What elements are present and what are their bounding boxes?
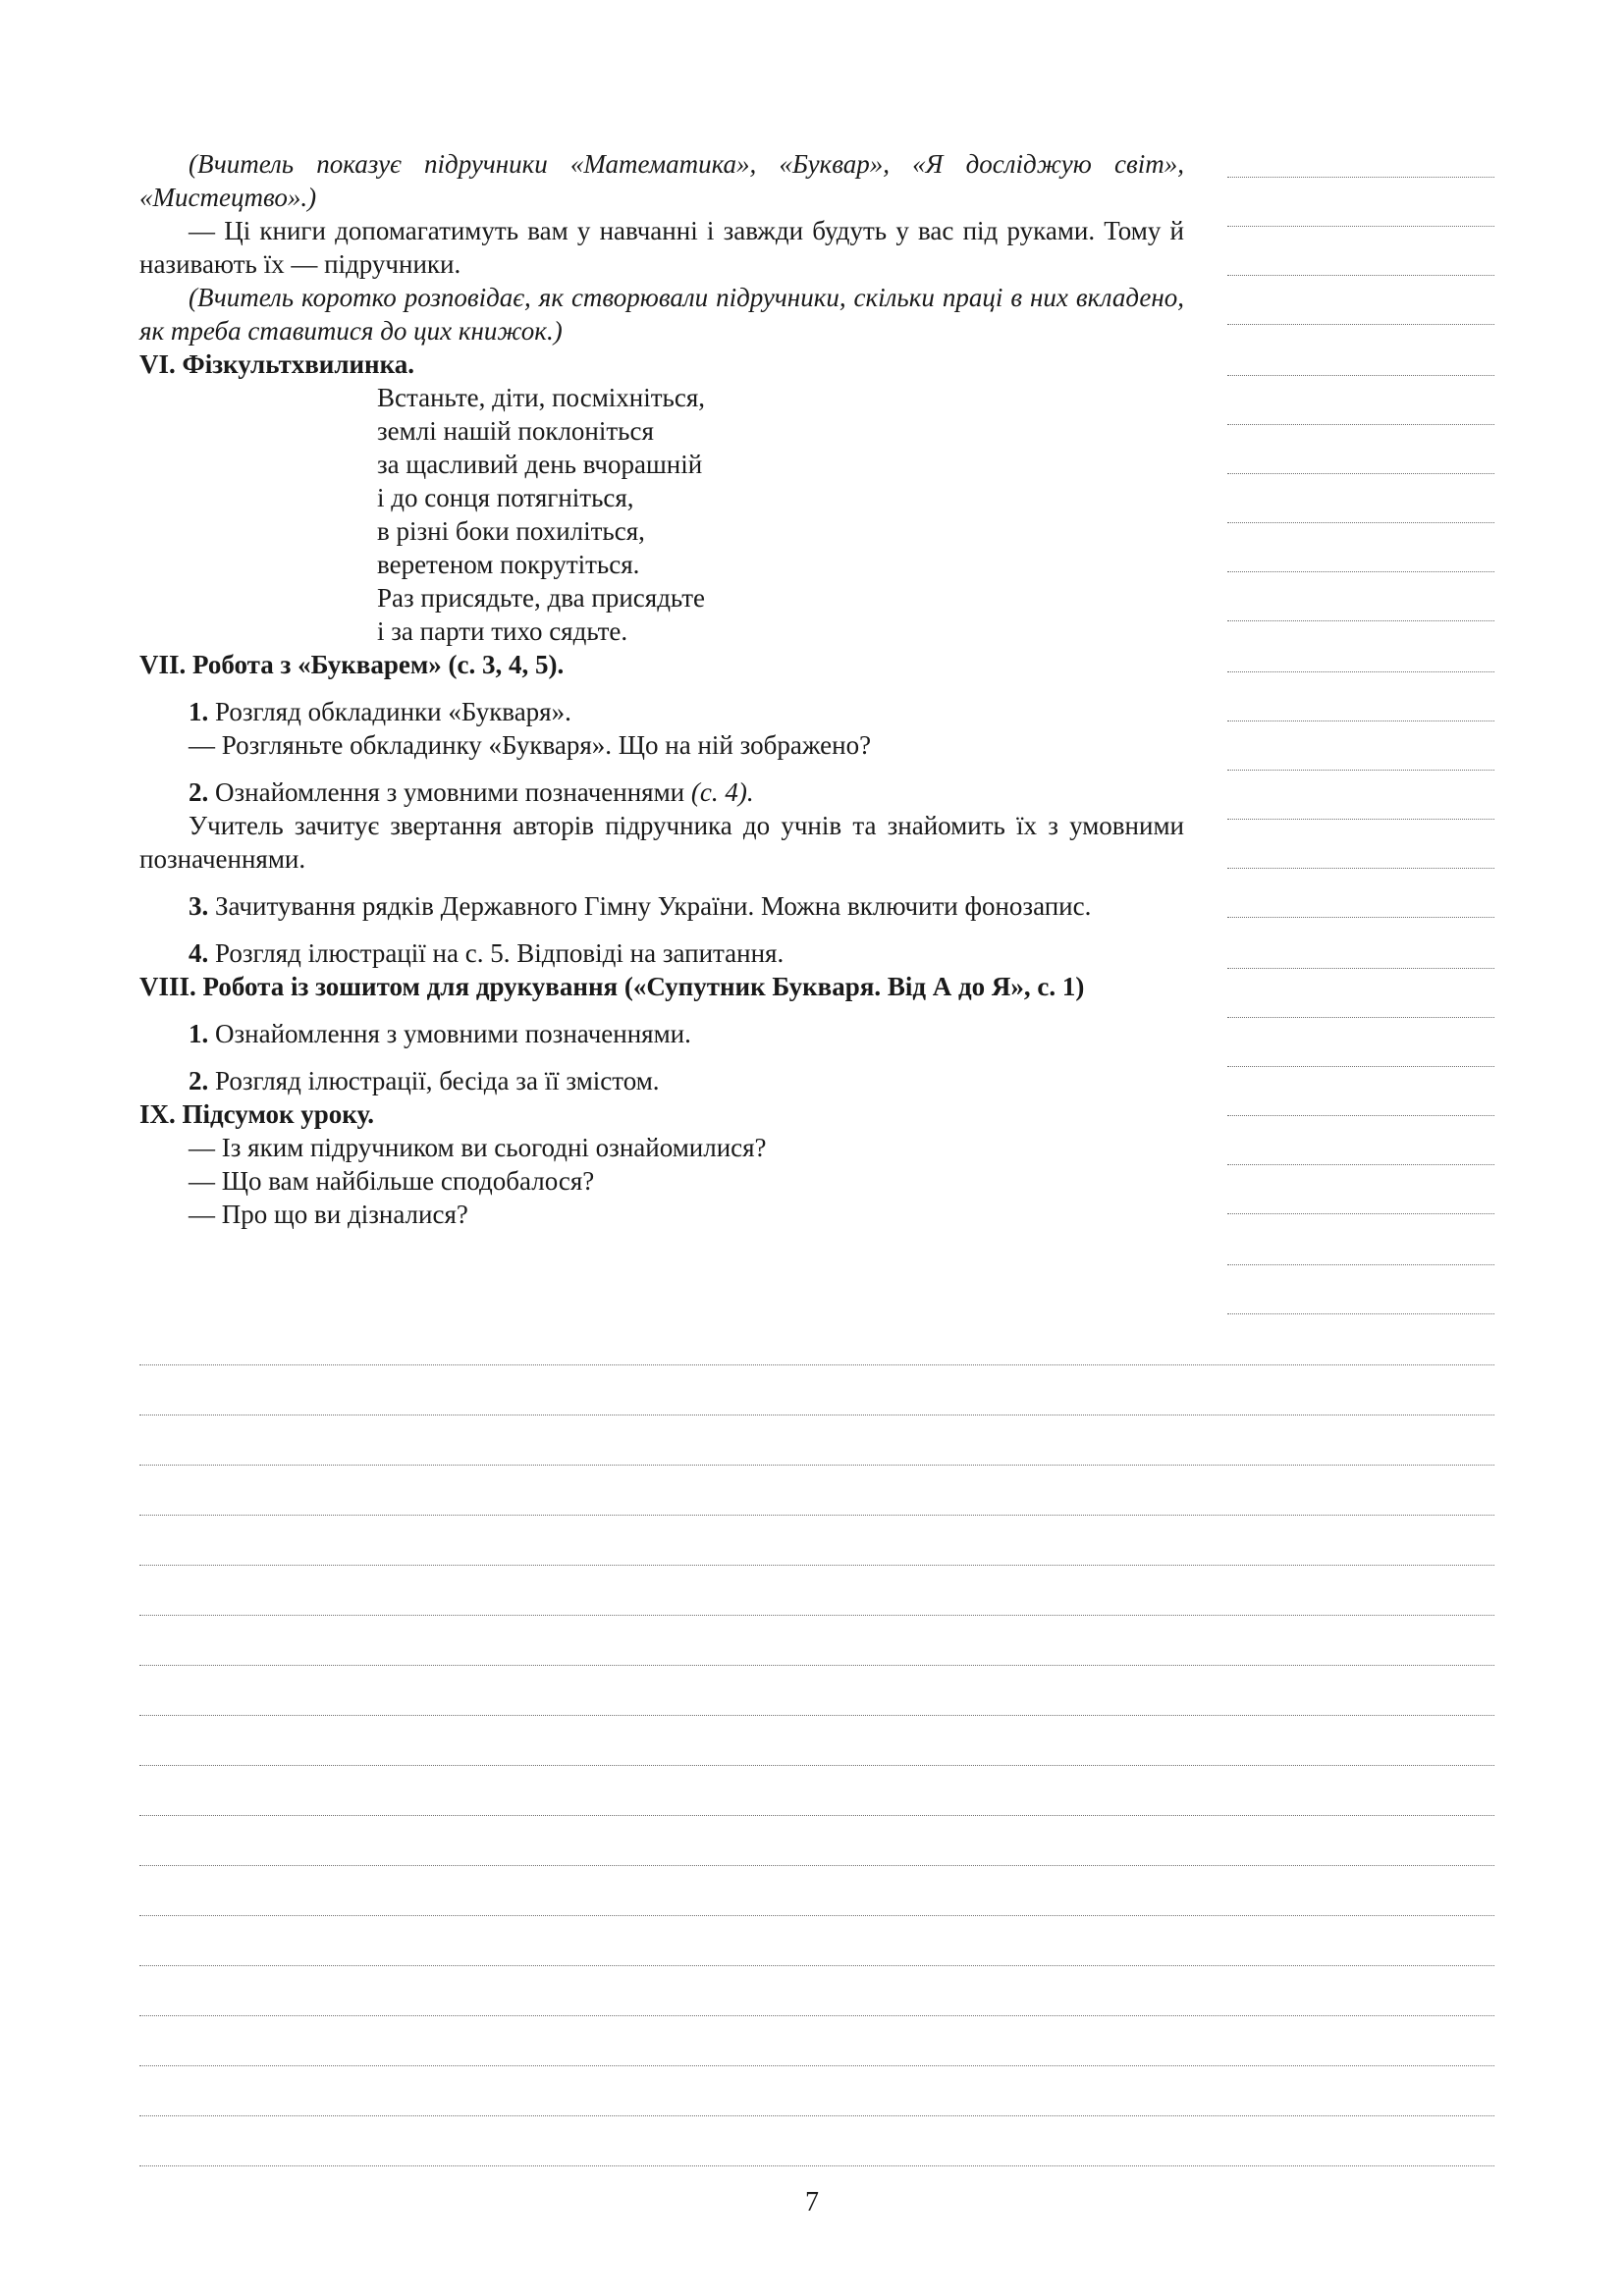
note-line	[1227, 473, 1494, 474]
section-8-heading: VIII. Робота із зошитом для друкування («Супутник Букваря. Від А до Я», с. 1)	[139, 972, 1085, 1001]
note-line	[139, 1465, 1494, 1466]
item-text: Розгляд ілюстрації, бесіда за її змістом.	[215, 1066, 660, 1095]
note-line	[139, 1715, 1494, 1716]
note-line	[1227, 917, 1494, 918]
item-number: 1.	[189, 1019, 209, 1048]
poem-line: за щасливий день вчорашній	[377, 450, 703, 479]
note-line	[1227, 226, 1494, 227]
section-7-heading: VII. Робота з «Букварем» (с. 3, 4, 5).	[139, 650, 565, 679]
section-9-heading: IX. Підсумок уроку.	[139, 1099, 375, 1129]
poem-line: в різні боки похиліться,	[377, 516, 645, 546]
section-6-heading: VI. Фізкультхвилинка.	[139, 349, 415, 379]
note-line	[1227, 620, 1494, 621]
intro-speech: — Ці книги допомагатимуть вам у навчанні і завжди будуть у вас під руками. Тому й називають їх — підручники.	[139, 216, 1184, 279]
note-line	[139, 2015, 1494, 2016]
note-line	[1227, 868, 1494, 869]
item-text: Розгляд обкладинки «Букваря».	[215, 697, 571, 726]
summary-question: — Із яким підручником ви сьогодні ознайомилися?	[189, 1133, 767, 1162]
item-number: 1.	[189, 697, 209, 726]
note-line	[1227, 1164, 1494, 1165]
lesson-text	[139, 147, 1184, 1231]
page-reference: (с. 4).	[690, 777, 754, 807]
summary-question: — Про що ви дізналися?	[189, 1200, 468, 1229]
note-line	[1227, 375, 1494, 376]
note-line	[1227, 671, 1494, 672]
note-line	[1227, 324, 1494, 325]
note-line	[1227, 522, 1494, 523]
section-7-item-4	[139, 936, 1184, 970]
item-number: 2.	[189, 1066, 209, 1095]
note-line	[139, 1965, 1494, 1966]
intro-remark-2: (Вчитель коротко розповідає, як створювали підручники, скільки праці в них вкладено, як треба ставитися до цих книжок.)	[139, 283, 1184, 346]
note-line	[1227, 1313, 1494, 1314]
note-line	[139, 1815, 1494, 1816]
intro-remark-1: (Вчитель показує підручники «Математика», «Буквар», «Я досліджую світ», «Мистецтво».)	[139, 149, 1184, 212]
note-line	[139, 1615, 1494, 1616]
page-number: 7	[805, 2187, 819, 2217]
item-text: Зачитування рядків Державного Гімну України. Можна включити фонозапис.	[215, 891, 1092, 921]
note-line	[139, 1865, 1494, 1866]
note-line	[1227, 424, 1494, 425]
note-line	[139, 2065, 1494, 2066]
note-line	[139, 1665, 1494, 1666]
item-text: Ознайомлення з умовними позначеннями.	[215, 1019, 691, 1048]
note-line	[1227, 275, 1494, 276]
note-line	[1227, 819, 1494, 820]
note-line	[1227, 1264, 1494, 1265]
note-line	[1227, 1066, 1494, 1067]
note-line	[139, 1915, 1494, 1916]
note-line	[1227, 770, 1494, 771]
note-line	[1227, 1213, 1494, 1214]
item-number: 2.	[189, 777, 209, 807]
section-8-item-1	[139, 1017, 1184, 1050]
note-line	[139, 1515, 1494, 1516]
item-number: 3.	[189, 891, 209, 921]
poem-line: Раз присядьте, два присядьте	[377, 583, 705, 613]
note-line	[1227, 1115, 1494, 1116]
section-7-item-2	[139, 775, 1184, 876]
note-line	[1227, 177, 1494, 178]
note-line	[1227, 968, 1494, 969]
note-line	[139, 1364, 1494, 1365]
section-7-item-3	[139, 889, 1184, 923]
note-line	[139, 2115, 1494, 2116]
item-number: 4.	[189, 938, 209, 968]
note-line	[139, 1565, 1494, 1566]
note-line	[1227, 571, 1494, 572]
poem-line: і до сонця потягніться,	[377, 483, 634, 512]
poem-line: Встаньте, діти, посміхніться,	[377, 383, 706, 412]
item-text: Ознайомлення з умовними позначеннями	[215, 777, 685, 807]
poem-line: землі нашій поклоніться	[377, 416, 654, 446]
note-line	[139, 1765, 1494, 1766]
section-7-item-1	[139, 695, 1184, 762]
item-description: Учитель зачитує звертання авторів підручника до учнів та знайомить їх з умовними позначеннями.	[139, 811, 1184, 874]
item-question: — Розгляньте обкладинку «Букваря». Що на ній зображено?	[189, 730, 872, 760]
section-8-item-2	[139, 1064, 1184, 1097]
exercise-poem	[139, 381, 1184, 648]
note-line	[139, 2165, 1494, 2166]
note-line	[1227, 1017, 1494, 1018]
summary-question: — Що вам найбільше сподобалося?	[189, 1166, 595, 1196]
poem-line: веретеном покрутіться.	[377, 550, 640, 579]
poem-line: і за парти тихо сядьте.	[377, 616, 628, 646]
item-text: Розгляд ілюстрації на с. 5. Відповіді на запитання.	[215, 938, 785, 968]
